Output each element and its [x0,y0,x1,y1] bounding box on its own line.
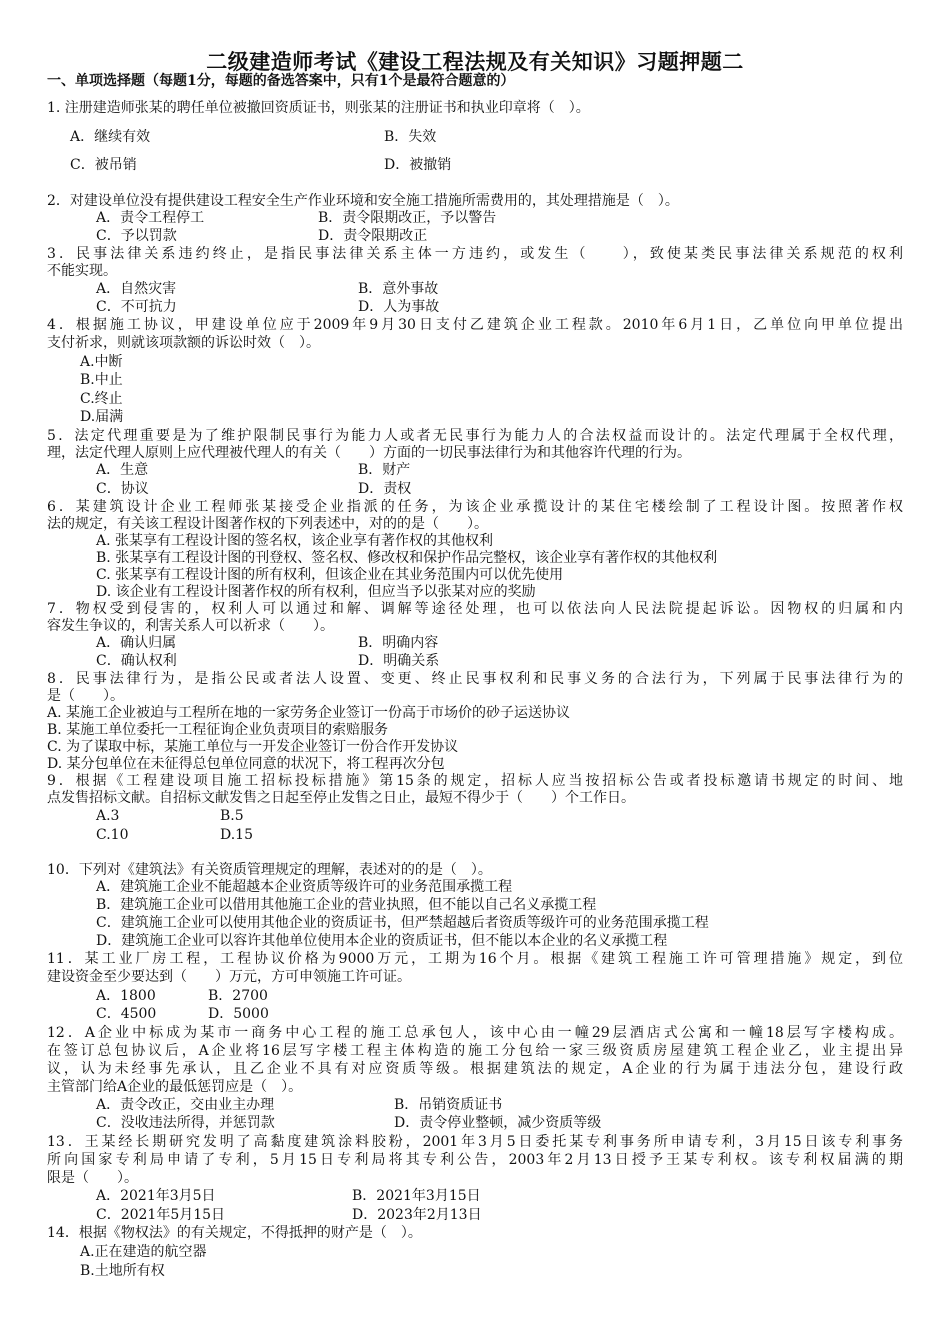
question-5-option-c: C．协议 [96,481,149,497]
question-14-option-b: B.土地所有权 [80,1263,165,1279]
question-12-option-b: B．吊销资质证书 [394,1097,503,1113]
question-12-option-a: A．责令改正，交由业主办理 [96,1097,275,1113]
question-2-option-b: B．责令限期改正，予以警告 [318,210,497,226]
question-12-option-c: C．没收违法所得，并惩罚款 [96,1115,275,1131]
question-7-stem: 7．物权受到侵害的，权利人可以通过和解、调解等途径处理，也可以依法向人民法院提起诉讼。因物权的归属和内 [47,601,903,617]
question-7-option-a: A．确认归属 [96,635,177,651]
question-8-stem: 8．民事法律行为，是指公民或者法人设置、变更、终止民事权利和民事义务的合法行为，下列属于民事法律行为的 [47,671,903,687]
question-14-option-a: A.正在建造的航空器 [80,1244,207,1260]
question-4-stem-cont: 支付祈求，则就该项款额的诉讼时效（ ）。 [47,335,320,351]
question-11-stem: 11．某工业厂房工程，工程协议价格为9000万元，工期为16个月。根据《建筑工程施工许可管理措施》规定，到位 [47,951,903,967]
question-13-option-c: C．2021年5月15日 [96,1207,226,1223]
question-10-option-a: A．建筑施工企业不能超越本企业资质等级许可的业务范围承揽工程 [96,879,513,895]
question-9-option-d: D.15 [220,827,253,843]
question-12-stem-cont-1: 在签订总包协议后，A企业将16层写字楼工程主体构造的施工分包给一家三级资质房屋建筑工程企业乙，业主提出异 [47,1043,903,1059]
question-3-stem-cont: 不能实现。 [47,263,117,279]
question-13-stem-cont-1: 所向国家专利局申请了专利，5月15日专利局将其专利公告，2003年2月13日授予王某专利权。该专利权届满的期 [47,1152,903,1168]
page-title: 二级建造师考试《建设工程法规及有关知识》习题押题二 [206,49,744,74]
question-10-stem: 10．下列对《建筑法》有关资质管理规定的理解，表述对的的是（ ）。 [47,862,492,878]
question-7-option-c: C．确认权利 [96,653,177,669]
question-4-option-d: D.届满 [80,409,124,425]
question-9-option-c: C.10 [96,827,129,843]
question-1-option-d: D．被撤销 [384,157,452,173]
question-9-option-a: A.3 [96,808,120,824]
question-3-option-a: A．自然灾害 [96,281,177,297]
question-6-stem-cont: 法的规定，有关该工程设计图著作权的下列表述中，对的的是（ ）。 [47,516,488,532]
question-12-stem: 12．A企业中标成为某市一商务中心工程的施工总承包人，该中心由一幢29层酒店式公寓和一幢18层写字楼构成。 [47,1025,903,1041]
question-8-option-d: D. 某分包单位在未征得总包单位同意的状况下，将工程再次分包 [47,756,445,772]
question-1-option-b: B．失效 [384,129,437,145]
question-10-option-d: D．建筑施工企业可以容许其他单位使用本企业的资质证书，但不能以本企业的名义承揽工程 [96,933,668,949]
question-4-stem: 4．根据施工协议，甲建设单位应于2009年9月30日支付乙建筑企业工程款。2010年6月1日，乙单位向甲单位提出 [47,317,903,333]
question-10-option-b: B．建筑施工企业可以借用其他施工企业的营业执照，但不能以自己名义承揽工程 [96,897,597,913]
question-2-option-d: D．责令限期改正 [318,228,428,244]
question-9-stem-cont: 点发售招标文献。自招标文献发售之日起至停止发售之日止，最短不得少于（ ）个工作日。 [47,790,635,806]
question-13-option-d: D．2023年2月13日 [352,1207,482,1223]
question-1-option-a: A．继续有效 [70,129,151,145]
question-11-option-b: B．2700 [208,988,268,1004]
question-11-option-c: C．4500 [96,1006,157,1022]
question-3-option-c: C．不可抗力 [96,299,177,315]
question-11-option-a: A．1800 [96,988,156,1004]
question-2-option-a: A．责令工程停工 [96,210,205,226]
question-7-option-b: B．明确内容 [358,635,439,651]
question-6-option-d: D. 该企业有工程设计图著作权的所有权利，但应当予以张某对应的奖励 [96,584,536,600]
question-9-stem: 9．根据《工程建设项目施工招标投标措施》第15条的规定，招标人应当按招标公告或者投标邀请书规定的时间、地 [47,773,903,789]
question-1-option-c: C．被吊销 [70,157,137,173]
section-heading: 一、单项选择题（每题1分，每题的备选答案中，只有1个是最符合题意的） [47,73,515,89]
question-8-option-b: B. 某施工单位委托一工程征询企业负责项目的索赔服务 [47,722,389,738]
question-8-stem-cont: 是（ ）。 [47,688,124,704]
question-5-stem-cont: 理，法定代理人原则上应代理被代理人的有关（ ）方面的一切民事法律行为和其他容许代理的行为。 [47,445,691,461]
question-6-option-b: B. 张某享有工程设计图的刊登权、签名权、修改权和保护作品完整权，该企业享有著作权的其他权利 [96,550,718,566]
question-6-stem: 6．某建筑设计企业工程师张某接受企业指派的任务，为该企业承揽设计的某住宅楼绘制了工程设计图。按照著作权 [47,499,903,515]
question-11-option-d: D．5000 [208,1006,269,1022]
question-1-stem: 1. 注册建造师张某的聘任单位被撤回资质证书，则张某的注册证书和执业印章将（ ）。 [47,100,590,116]
question-14-stem: 14．根据《物权法》的有关规定，不得抵押的财产是（ ）。 [47,1225,422,1241]
question-4-option-c: C.终止 [80,391,123,407]
question-5-option-d: D．责权 [358,481,412,497]
question-13-option-b: B．2021年3月15日 [352,1188,481,1204]
question-8-option-a: A. 某施工企业被迫与工程所在地的一家劳务企业签订一份高于市场价的砂子运送协议 [47,705,571,721]
question-6-option-a: A. 张某享有工程设计图的签名权，该企业享有著作权的其他权利 [96,533,494,549]
question-6-option-c: C. 张某享有工程设计图的所有权利，但该企业在其业务范围内可以优先使用 [96,567,564,583]
question-3-option-b: B．意外事故 [358,281,439,297]
question-5-option-a: A．生意 [96,462,149,478]
question-5-option-b: B．财产 [358,462,411,478]
question-7-option-d: D．明确关系 [358,653,440,669]
question-12-stem-cont-2: 议，认为未经事先承认，且乙企业不具有对应资质等级。根据建筑法的规定，A企业的行为属于违法分包，建设行政 [47,1061,903,1077]
question-8-option-c: C. 为了谋取中标，某施工单位与一开发企业签订一份合作开发协议 [47,739,459,755]
question-10-option-c: C．建筑施工企业可以使用其他企业的资质证书，但严禁超越后者资质等级许可的业务范围承揽工程 [96,915,709,931]
question-2-stem: 2．对建设单位没有提供建设工程安全生产作业环境和安全施工措施所需费用的，其处理措施是（ ）。 [47,193,679,209]
question-3-option-d: D．人为事故 [358,299,440,315]
question-12-stem-cont-3: 主管部门给A企业的最低惩罚应是（ ）。 [47,1079,303,1095]
question-13-stem: 13．王某经长期研究发明了高黏度建筑涂料胶粉，2001年3月5日委托某专利事务所申请专利，3月15日该专利事务 [47,1134,903,1150]
question-9-option-b: B.5 [220,808,244,824]
question-5-stem: 5．法定代理重要是为了维护限制民事行为能力人或者无民事行为能力人的合法权益而设计的。法定代理属于全权代理， [47,428,903,444]
question-7-stem-cont: 容发生争议的，利害关系人可以祈求（ ）。 [47,618,334,634]
question-13-option-a: A．2021年3月5日 [96,1188,216,1204]
question-4-option-b: B.中止 [80,372,123,388]
question-13-stem-cont-2: 限是（ ）。 [47,1170,138,1186]
question-11-stem-cont: 建设资金至少要达到（ ）万元，方可申领施工许可证。 [47,969,411,985]
question-4-option-a: A.中断 [80,354,123,370]
question-2-option-c: C．予以罚款 [96,228,177,244]
question-12-option-d: D．责令停业整顿，减少资质等级 [394,1115,602,1131]
question-3-stem: 3．民事法律关系违约终止，是指民事法律关系主体一方违约，或发生（ ），致使某类民事法律关系规范的权利 [47,246,903,262]
